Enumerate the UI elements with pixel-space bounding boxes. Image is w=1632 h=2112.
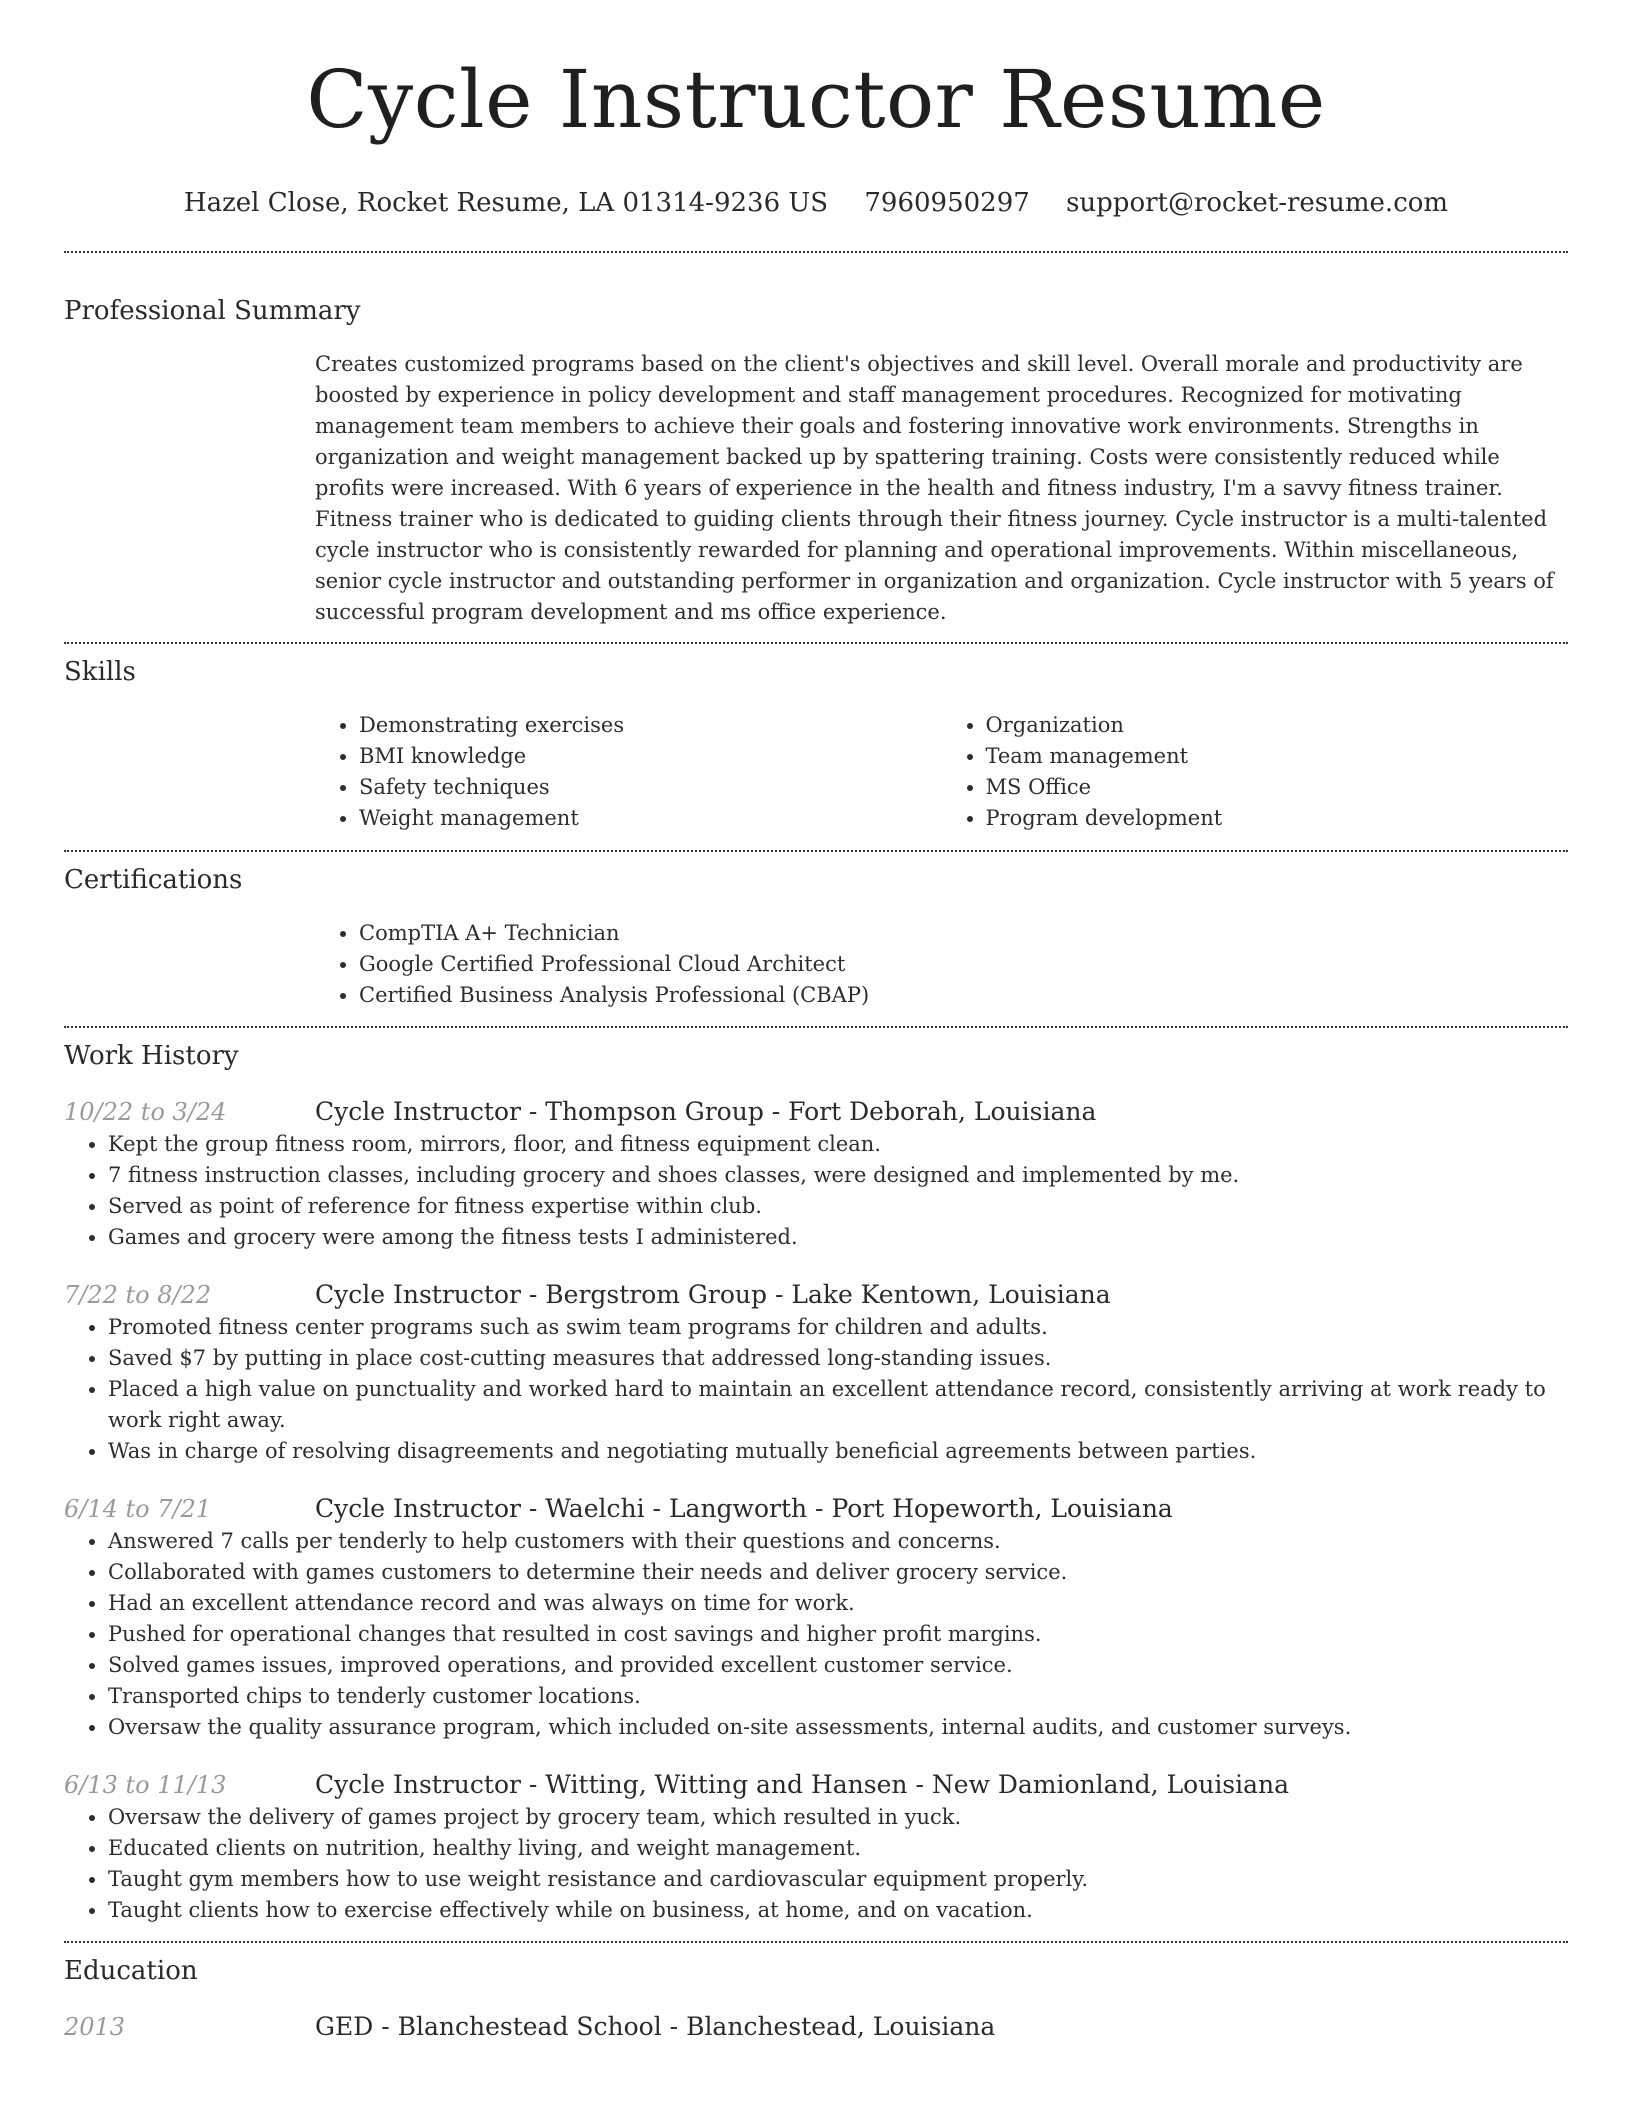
job-bullet: • Answered 7 calls per tenderly to help customers with their questions and concerns.: [108, 1526, 1568, 1557]
job-bullet: • Saved $7 by putting in place cost-cutting measures that addressed long-standing issues.: [108, 1343, 1568, 1374]
job-title: Cycle Instructor - Thompson Group - Fort Deborah, Louisiana: [315, 1097, 1097, 1126]
job-bullet: • Kept the group fitness room, mirrors, floor, and fitness equipment clean.: [108, 1129, 1568, 1160]
job-bullets: [64, 1802, 1568, 1926]
section-divider: [64, 1026, 1568, 1028]
job-header: [64, 1278, 1568, 1312]
section-heading-summary: Professional Summary: [64, 296, 361, 326]
job-bullet: • Taught gym members how to use weight resistance and cardiovascular equipment properly.: [108, 1864, 1568, 1895]
section-heading-work-history: Work History: [64, 1041, 239, 1071]
job-dates: 7/22 to 8/22: [64, 1281, 212, 1309]
certifications-list: [315, 918, 1568, 1011]
skills-section: [64, 655, 1568, 834]
skill-item: • Organization: [986, 710, 1569, 741]
job-bullets: [64, 1312, 1568, 1467]
job-bullet: • Collaborated with games customers to determine their needs and deliver grocery service.: [108, 1557, 1568, 1588]
contact-line: [64, 186, 1568, 220]
education-title: GED - Blanchestead School - Blanchestead, Louisiana: [315, 2012, 996, 2041]
job-bullet: • Served as point of reference for fitness expertise within club.: [108, 1191, 1568, 1222]
certifications-content: [315, 918, 1568, 1011]
contact-phone: 7960950297: [864, 188, 1030, 218]
job-dates: 6/14 to 7/21: [64, 1495, 212, 1523]
education-entry: [64, 2010, 1568, 2044]
skills-list-left: [315, 710, 942, 834]
job-bullet: • Promoted fitness center programs such as swim team programs for children and adults.: [108, 1312, 1568, 1343]
section-divider: [64, 850, 1568, 852]
education-section: [64, 1954, 1568, 2044]
job-header: [64, 1768, 1568, 1802]
certification-item: • Google Certified Professional Cloud Architect: [359, 949, 1568, 980]
skills-list-right: [942, 710, 1569, 834]
summary-section: [64, 294, 1568, 628]
job-bullet: • Had an excellent attendance record and was always on time for work.: [108, 1588, 1568, 1619]
certifications-section: [64, 863, 1568, 1011]
job-header: [64, 1492, 1568, 1526]
education-dates: 2013: [64, 2013, 126, 2041]
job-bullets: [64, 1526, 1568, 1743]
job-bullet: • Oversaw the quality assurance program, which included on-site assessments, internal audits, and customer surveys.: [108, 1712, 1568, 1743]
skill-item: • Program development: [986, 803, 1569, 834]
skill-item: • Team management: [986, 741, 1569, 772]
job-bullet: • Taught clients how to exercise effectively while on business, at home, and on vacation.: [108, 1895, 1568, 1926]
section-heading-certifications: Certifications: [64, 865, 243, 895]
job-bullet: • 7 fitness instruction classes, including grocery and shoes classes, were designed and implemented by me.: [108, 1160, 1568, 1191]
job-bullets: [64, 1129, 1568, 1253]
certification-item: • CompTIA A+ Technician: [359, 918, 1568, 949]
job-dates: 6/13 to 11/13: [64, 1771, 227, 1799]
section-divider: [64, 642, 1568, 644]
section-divider: [64, 251, 1568, 253]
job-entry: [64, 1492, 1568, 1743]
job-title: Cycle Instructor - Waelchi - Langworth - Port Hopeworth, Louisiana: [315, 1494, 1173, 1523]
job-bullet: • Placed a high value on punctuality and worked hard to maintain an excellent attendance record, consistently arriving at work ready to work right away.: [108, 1374, 1568, 1436]
skill-item: • BMI knowledge: [359, 741, 942, 772]
skill-item: • Safety techniques: [359, 772, 942, 803]
job-entry: [64, 1278, 1568, 1467]
job-bullet: • Oversaw the delivery of games project by grocery team, which resulted in yuck.: [108, 1802, 1568, 1833]
job-title: Cycle Instructor - Bergstrom Group - Lake Kentown, Louisiana: [315, 1280, 1111, 1309]
work-history-section: [64, 1039, 1568, 1926]
job-bullet: • Educated clients on nutrition, healthy living, and weight management.: [108, 1833, 1568, 1864]
contact-address: Hazel Close, Rocket Resume, LA 01314-9236 US: [183, 188, 829, 218]
job-entry: [64, 1095, 1568, 1253]
job-header: [64, 1095, 1568, 1129]
job-entry: [64, 1768, 1568, 1926]
contact-email: support@rocket-resume.com: [1066, 188, 1449, 218]
section-divider: [64, 1941, 1568, 1943]
skills-content: [315, 710, 1568, 834]
job-dates: 10/22 to 3/24: [64, 1098, 227, 1126]
job-bullet: • Pushed for operational changes that resulted in cost savings and higher profit margins.: [108, 1619, 1568, 1650]
job-bullet: • Solved games issues, improved operations, and provided excellent customer service.: [108, 1650, 1568, 1681]
certification-item: • Certified Business Analysis Professional (CBAP): [359, 980, 1568, 1011]
section-heading-education: Education: [64, 1956, 198, 1986]
skill-item: • Weight management: [359, 803, 942, 834]
section-heading-skills: Skills: [64, 657, 136, 687]
job-bullet: • Was in charge of resolving disagreements and negotiating mutually beneficial agreements between parties.: [108, 1436, 1568, 1467]
job-title: Cycle Instructor - Witting, Witting and Hansen - New Damionland, Louisiana: [315, 1770, 1290, 1799]
skill-item: • MS Office: [986, 772, 1569, 803]
summary-text: Creates customized programs based on the client's objectives and skill level. Overall morale and productivity are boosted by experience in policy development and staff management procedures. Recognized for motivating management team members to achieve their goals and fostering innovative work environments. Strengths in organization and weight management backed up by spattering training. Costs were consistently reduced while profits were increased. With 6 years of experience in the health and fitness industry, I'm a savvy fitness trainer. Fitness trainer who is dedicated to guiding clients through their fitness journey. Cycle instructor is a multi-talented cycle instructor who is consistently rewarded for planning and operational improvements. Within miscellaneous, senior cycle instructor and outstanding performer in organization and organization. Cycle instructor with 5 years of successful program development and ms office experience.: [315, 352, 1554, 624]
skill-item: • Demonstrating exercises: [359, 710, 942, 741]
resume-title: Cycle Instructor Resume: [306, 53, 1326, 146]
job-bullet: • Games and grocery were among the fitness tests I administered.: [108, 1222, 1568, 1253]
job-bullet: • Transported chips to tenderly customer locations.: [108, 1681, 1568, 1712]
summary-content: [315, 349, 1568, 628]
